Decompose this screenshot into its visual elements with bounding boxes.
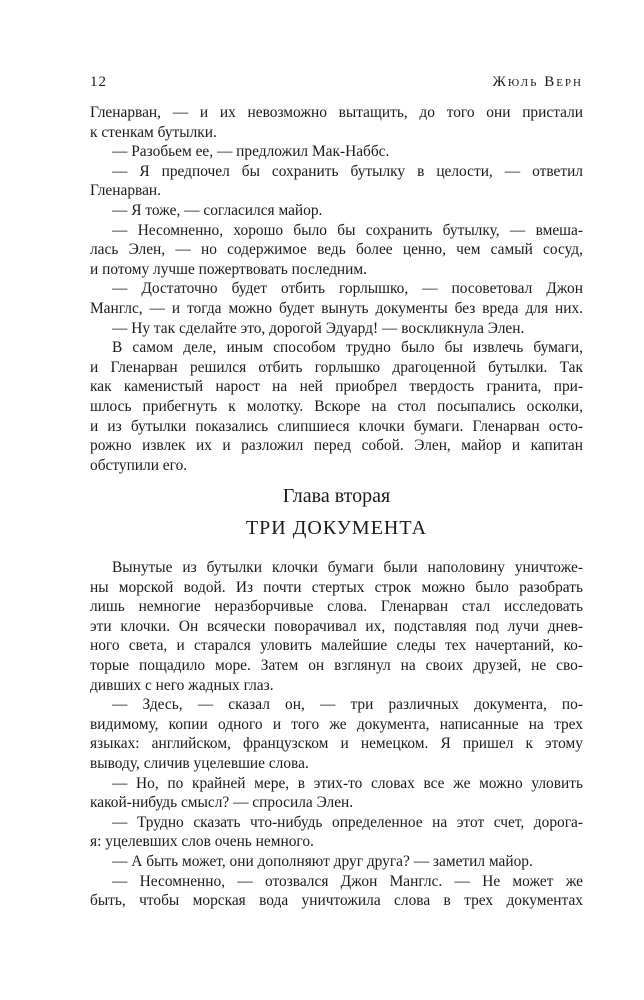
text-line: Гленарван. [90, 182, 161, 200]
text-line: лишь немногие неразборчивые слова. Гленарван стал исследовать [90, 598, 583, 616]
text-line: торые пощадило море. Затем он взглянул на своих друзей, не сво- [90, 656, 583, 674]
text-line: ны морской водой. Из почти стертых строк можно было разобрать [90, 578, 583, 596]
text-line: и потому лучше пожертвовать последним. [90, 260, 367, 278]
text-line: В самом деле, иным способом трудно было бы извлечь бумаги, [112, 339, 583, 357]
text-line: — Достаточно будет отбить горлышко, — посоветовал Джон [112, 280, 583, 298]
text-line: я: уцелевших слов очень немного. [90, 833, 314, 851]
text-line: Гленарван, — и их невозможно вытащить, до того они пристали [90, 104, 583, 121]
running-head-author: Жюль Верн [492, 74, 583, 90]
text-line: какой-нибудь смысл? — спросила Элен. [90, 794, 354, 812]
text-line: к стенкам бутылки. [90, 123, 217, 141]
running-header [90, 72, 583, 92]
text-line: видимому, копии одного и того же документа, написанные на трех [90, 715, 583, 733]
text-line: Вынутые из бутылки клочки бумаги были наполовину уничтоже- [112, 559, 583, 576]
text-line: быть, чтобы морская вода уничтожила слова в трех документах [90, 892, 583, 910]
text-line: рожно извлек их и разложил перед собой. Элен, майор и капитан [90, 437, 583, 455]
text-line: как каменистый нарост на ней приобрел твердость гранита, при- [90, 378, 583, 396]
text-line: — Трудно сказать что-нибудь определенное на этот счет, дорога- [112, 813, 583, 831]
text-line: — Ну так сделайте это, дорогой Эдуард! — воскликнула Элен. [112, 319, 525, 337]
text-line: — Здесь, — сказал он, — три различных документа, по- [112, 696, 583, 714]
text-line: — Разобьем ее, — предложил Мак-Наббс. [112, 143, 390, 161]
text-line: шлось прибегнуть к молотку. Вскоре на стол посыпались осколки, [90, 397, 583, 415]
text-line: — Но, по крайней мере, в этих-то словах все же можно уловить [112, 774, 583, 792]
text-line: эти клочки. Он всячески поворачивал их, подставляя под лучи днев- [90, 617, 583, 635]
text-line: — Несомненно, хорошо было бы сохранить бутылку, — вмеша- [112, 221, 583, 239]
text-line: лась Элен, — но содержимое ведь более ценно, чем самый сосуд, [90, 241, 583, 259]
text-line: дивших с него жадных глаз. [90, 676, 274, 694]
chapter-title-heading: ТРИ ДОКУМЕНТА [245, 517, 428, 539]
text-line: Манглс, — и тогда можно будет вынуть документы без вреда для них. [90, 299, 583, 317]
text-line: — Я тоже, — согласился майор. [112, 201, 323, 219]
text-line: языках: английском, французском и немецком. Я пришел к этому [90, 735, 583, 753]
text-line: — Я предпочел бы сохранить бутылку в целости, — ответил [112, 162, 583, 180]
page-number: 12 [90, 74, 107, 90]
text-line: и Гленарван решился отбить горлышко драгоценной бутылки. Так [90, 358, 583, 376]
text-line: ного света, и старался уловить малейшие следы тех начертаний, ко- [90, 637, 583, 655]
text-block-chapter-two [90, 558, 583, 911]
text-line: — А быть может, они дополняют друг друга? — заметил майор. [112, 852, 533, 870]
chapter-number-heading: Глава вторая [282, 485, 391, 507]
text-line: — Несомненно, — отозвался Джон Манглс. — Не может же [112, 872, 583, 890]
text-line: обступили его. [90, 456, 188, 474]
book-page [90, 0, 583, 1000]
text-line: выводу, сличив уцелевшие слова. [90, 754, 309, 772]
text-block-before-chapter [90, 103, 583, 475]
text-line: и из бутылки показались слипшиеся клочки бумаги. Гленарван осто- [90, 417, 583, 435]
